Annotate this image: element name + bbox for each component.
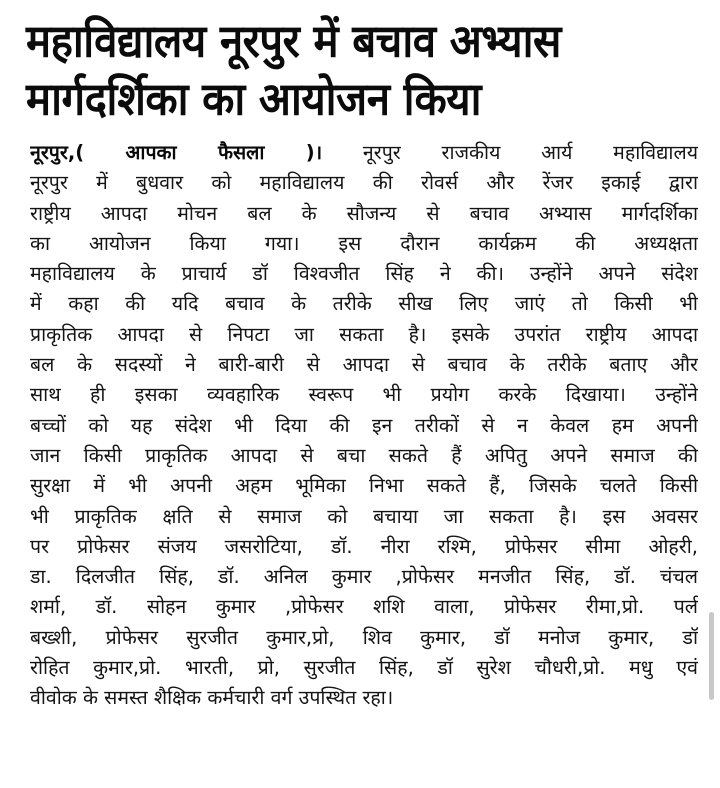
body-line: बख्शी, प्रोफेसर सुरजीत कुमार,प्रो, शिव कुमार, डॉ मनोज कुमार, डॉ: [30, 625, 698, 649]
article-body: [30, 138, 698, 714]
body-line-text: नूरपुर राजकीय आर्य महाविद्यालय: [322, 141, 698, 164]
headline-line-2: मार्गदर्शिका का आयोजन किया: [26, 72, 482, 126]
body-line: प्राकृतिक आपदा से निपटा जा सकता है। इसके उपरांत राष्ट्रीय आपदा: [30, 322, 698, 346]
body-line: महाविद्यालय के प्राचार्य डॉ विश्वजीत सिंह ने की। उन्होंने अपने संदेश: [30, 262, 698, 286]
body-line: पर प्रोफेसर संजय जसरोटिया, डॉ. नीरा रश्मि, प्रोफेसर सीमा ओहरी,: [30, 534, 698, 558]
body-line: भी प्राकृतिक क्षति से समाज को बचाया जा सकता है। इस अवसर: [30, 504, 698, 528]
body-line: साथ ही इसका व्यवहारिक स्वरूप भी प्रयोग करके दिखाया। उन्होंने: [30, 383, 698, 407]
body-line: राष्ट्रीय आपदा मोचन बल के सौजन्य से बचाव अभ्यास मार्गदर्शिका: [30, 201, 698, 225]
body-line: नूरपुर में बुधवार को महाविद्यालय की रोवर्स और रेंजर इकाई द्वारा: [30, 171, 698, 195]
body-line: जान किसी प्राकृतिक आपदा से बचा सकते हैं अपितु अपने समाज की: [30, 443, 698, 467]
body-line: वीवोक के समस्त शैक्षिक कर्मचारी वर्ग उपस्थित रहा।: [30, 686, 394, 710]
scrollbar-thumb[interactable]: [709, 612, 714, 700]
article-headline: [26, 12, 696, 129]
body-line: का आयोजन किया गया। इस दौरान कार्यक्रम की अध्यक्षता: [30, 231, 698, 255]
body-line: बल के सदस्यों ने बारी-बारी से आपदा से बचाव के तरीके बताए और: [30, 353, 698, 377]
dateline: नूरपुर,( आपका फैसला )।: [30, 141, 323, 164]
body-line: डा. दिलजीत सिंह, डॉ. अनिल कुमार ,प्रोफेसर मनजीत सिंह, डॉ. चंचल: [30, 565, 698, 589]
body-line: शर्मा, डॉ. सोहन कुमार ,प्रोफेसर शशि वाला, प्रोफेसर रीमा,प्रो. पर्ल: [30, 595, 698, 619]
body-line: सुरक्षा में भी अपनी अहम भूमिका निभा सकते हैं, जिसके चलते किसी: [30, 474, 698, 498]
body-line: में कहा की यदि बचाव के तरीके सीख लिए जाएं तो किसी भी: [30, 292, 698, 316]
body-line: रोहित कुमार,प्रो. भारती, प्रो, सुरजीत सिंह, डॉ सुरेश चौधरी,प्रो. मधु एवं: [30, 656, 698, 680]
body-line: [30, 138, 698, 168]
body-line: बच्चों को यह संदेश भी दिया की इन तरीकों से न केवल हम अपनी: [30, 413, 698, 437]
headline-line-1: महाविद्यालय नूरपुर में बचाव अभ्यास: [26, 14, 561, 68]
